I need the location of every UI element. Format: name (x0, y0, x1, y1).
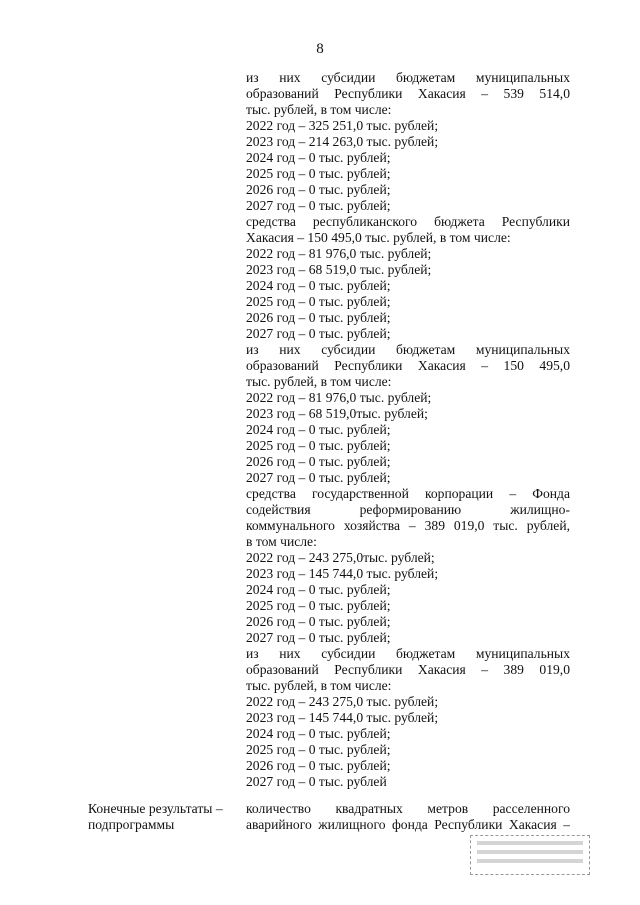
text-line: коммунального хозяйства – 389 019,0 тыс. рублей, (246, 518, 570, 533)
text-line: 2023 год – 214 263,0 тыс. рублей; (246, 134, 439, 149)
text-line: 2026 год – 0 тыс. рублей; (246, 614, 391, 629)
text-line: 2026 год – 0 тыс. рублей; (246, 454, 391, 469)
final-results-label-line: подпрограммы (88, 817, 175, 832)
text-line: 2025 год – 0 тыс. рублей; (246, 438, 391, 453)
text-line: 2022 год – 243 275,0тыс. рублей; (246, 550, 435, 565)
final-results-label-line: Конечные результаты – (88, 801, 223, 816)
text-line: 2023 год – 145 744,0 тыс. рублей; (246, 566, 439, 581)
text-line: 2022 год – 81 976,0 тыс. рублей; (246, 390, 432, 405)
text-line: 2022 год – 243 275,0 тыс. рублей; (246, 694, 439, 709)
final-results-value (246, 801, 570, 833)
page-number: 8 (316, 41, 324, 57)
text-line: 2025 год – 0 тыс. рублей; (246, 294, 391, 309)
text-line: из них субсидии бюджетам муниципальных (246, 70, 570, 85)
document-stamp (470, 835, 590, 875)
text-line: 2027 год – 0 тыс. рублей; (246, 470, 391, 485)
text-line: 2027 год – 0 тыс. рублей; (246, 198, 391, 213)
text-line: 2024 год – 0 тыс. рублей; (246, 278, 391, 293)
text-line: 2027 год – 0 тыс. рублей (246, 774, 387, 789)
text-line: 2025 год – 0 тыс. рублей; (246, 166, 391, 181)
text-line: 2022 год – 325 251,0 тыс. рублей; (246, 118, 439, 133)
text-line: средства государственной корпорации – Фонда (246, 486, 570, 501)
text-line: из них субсидии бюджетам муниципальных (246, 342, 570, 357)
financing-text-column (246, 70, 570, 790)
final-results-label (88, 801, 223, 833)
text-line: 2023 год – 68 519,0 тыс. рублей; (246, 262, 432, 277)
text-line: Хакасия – 150 495,0 тыс. рублей, в том числе: (246, 230, 511, 245)
text-line: 2027 год – 0 тыс. рублей; (246, 326, 391, 341)
text-line: тыс. рублей, в том числе: (246, 102, 392, 117)
text-line: тыс. рублей, в том числе: (246, 678, 392, 693)
text-line: 2024 год – 0 тыс. рублей; (246, 150, 391, 165)
text-line: образований Республики Хакасия – 539 514,0 (246, 86, 570, 101)
text-line: 2026 год – 0 тыс. рублей; (246, 758, 391, 773)
text-line: тыс. рублей, в том числе: (246, 374, 392, 389)
text-line: 2025 год – 0 тыс. рублей; (246, 742, 391, 757)
text-line: 2023 год – 145 744,0 тыс. рублей; (246, 710, 439, 725)
text-line: средства республиканского бюджета Республики (246, 214, 570, 229)
text-line: образований Республики Хакасия – 150 495,0 (246, 358, 570, 373)
text-line: 2022 год – 81 976,0 тыс. рублей; (246, 246, 432, 261)
text-line: 2023 год – 68 519,0тыс. рублей; (246, 406, 428, 421)
text-line: 2024 год – 0 тыс. рублей; (246, 726, 391, 741)
text-line: 2026 год – 0 тыс. рублей; (246, 182, 391, 197)
text-line: 2025 год – 0 тыс. рублей; (246, 598, 391, 613)
text-line: 2024 год – 0 тыс. рублей; (246, 422, 391, 437)
text-line: 2027 год – 0 тыс. рублей; (246, 630, 391, 645)
text-line: из них субсидии бюджетам муниципальных (246, 646, 570, 661)
text-line: содействия реформированию жилищно- (246, 502, 570, 517)
final-results-value-line: аварийного жилищного фонда Республики Хакасия – (246, 817, 570, 832)
final-results-value-line: количество квадратных метров расселенного (246, 801, 570, 816)
text-line: в том числе: (246, 534, 317, 549)
text-line: образований Республики Хакасия – 389 019,0 (246, 662, 570, 677)
text-line: 2024 год – 0 тыс. рублей; (246, 582, 391, 597)
text-line: 2026 год – 0 тыс. рублей; (246, 310, 391, 325)
